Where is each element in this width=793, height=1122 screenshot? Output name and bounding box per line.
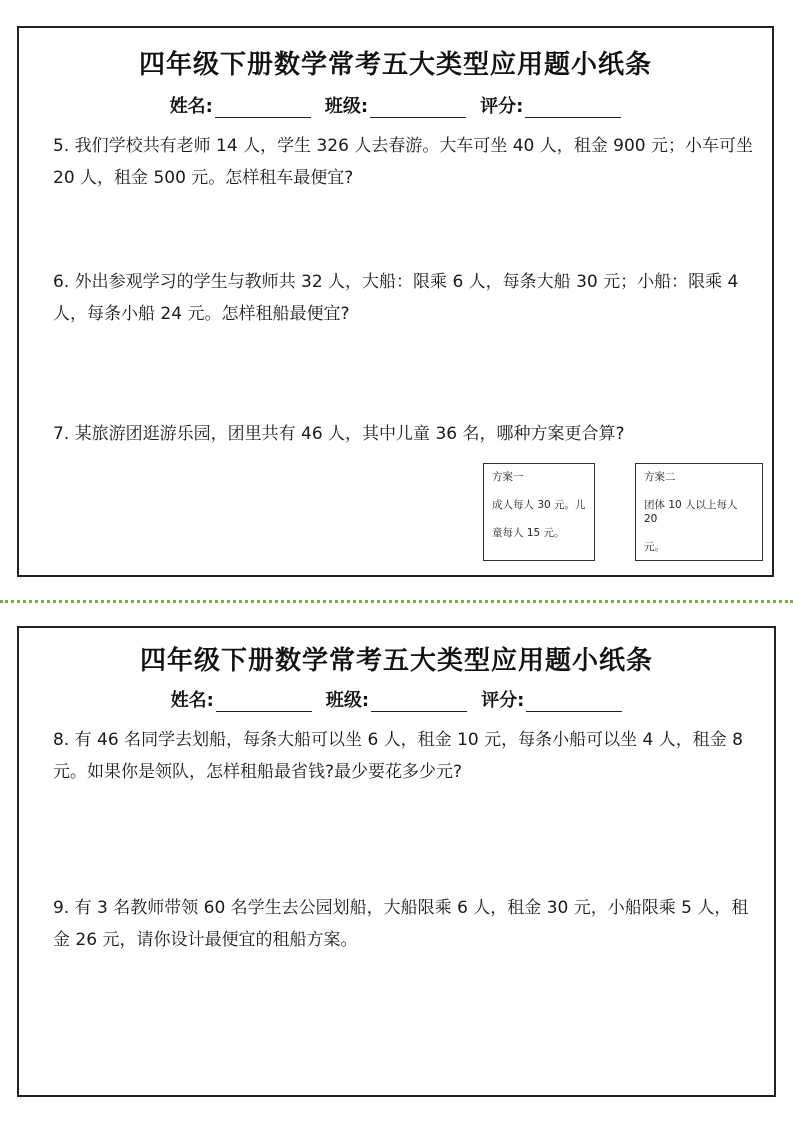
student-info-row bbox=[19, 92, 772, 118]
class-label: 班级: bbox=[324, 96, 369, 117]
class-label: 班级: bbox=[325, 690, 370, 711]
worksheet-card-1 bbox=[17, 26, 774, 577]
card-title: 四年级下册数学常考五大类型应用题小纸条 bbox=[139, 646, 653, 676]
question-6: 6. 外出参观学习的学生与教师共 32 人，大船：限乘 6 人，每条大船 30 元；小船：限乘 4 人，每条小船 24 元。怎样租船最便宜? bbox=[53, 272, 739, 324]
score-blank bbox=[525, 99, 621, 118]
question-8: 8. 有 46 名同学去划船，每条大船可以坐 6 人，租金 10 元，每条小船可以坐 4 人，租金 8 元。如果你是领队，怎样租船最省钱?最少要花多少元? bbox=[53, 730, 743, 782]
score-field bbox=[481, 686, 622, 712]
plan-1-line-2: 童每人 15 元。 bbox=[492, 527, 565, 539]
plan-1-title: 方案一 bbox=[492, 471, 524, 483]
card-title: 四年级下册数学常考五大类型应用题小纸条 bbox=[138, 50, 652, 80]
class-blank bbox=[371, 693, 467, 712]
question-9: 9. 有 3 名教师带领 60 名学生去公园划船，大船限乘 6 人，租金 30 元，小船限乘 5 人，租金 26 元，请你设计最便宜的租船方案。 bbox=[53, 898, 749, 950]
question-7: 7. 某旅游团逛游乐园，团里共有 46 人，其中儿童 36 名，哪种方案更合算? bbox=[53, 424, 625, 444]
name-blank bbox=[215, 99, 311, 118]
name-label: 姓名: bbox=[169, 96, 213, 117]
student-info-row bbox=[19, 686, 774, 712]
name-field bbox=[171, 686, 312, 712]
score-label: 评分: bbox=[481, 690, 525, 711]
question-5: 5. 我们学校共有老师 14 人，学生 326 人去春游。大车可坐 40 人，租金 900 元；小车可坐 20 人，租金 500 元。怎样租车最便宜? bbox=[53, 136, 754, 188]
class-blank bbox=[370, 99, 466, 118]
worksheet-card-2 bbox=[17, 626, 776, 1097]
class-field bbox=[326, 686, 467, 712]
name-blank bbox=[216, 693, 312, 712]
plan-2-title: 方案二 bbox=[644, 471, 676, 483]
score-label: 评分: bbox=[480, 96, 524, 117]
name-field bbox=[170, 92, 311, 118]
plan-box-1 bbox=[483, 463, 595, 561]
plan-2-line-2: 元。 bbox=[644, 541, 665, 553]
plan-2-line-1: 团体 10 人以上每人 20 bbox=[644, 499, 738, 525]
plan-1-line-1: 成人每人 30 元。儿 bbox=[492, 499, 586, 511]
plan-box-2 bbox=[635, 463, 763, 561]
cut-line-divider bbox=[0, 600, 793, 603]
class-field bbox=[325, 92, 466, 118]
name-label: 姓名: bbox=[170, 690, 214, 711]
score-blank bbox=[526, 693, 622, 712]
score-field bbox=[480, 92, 621, 118]
